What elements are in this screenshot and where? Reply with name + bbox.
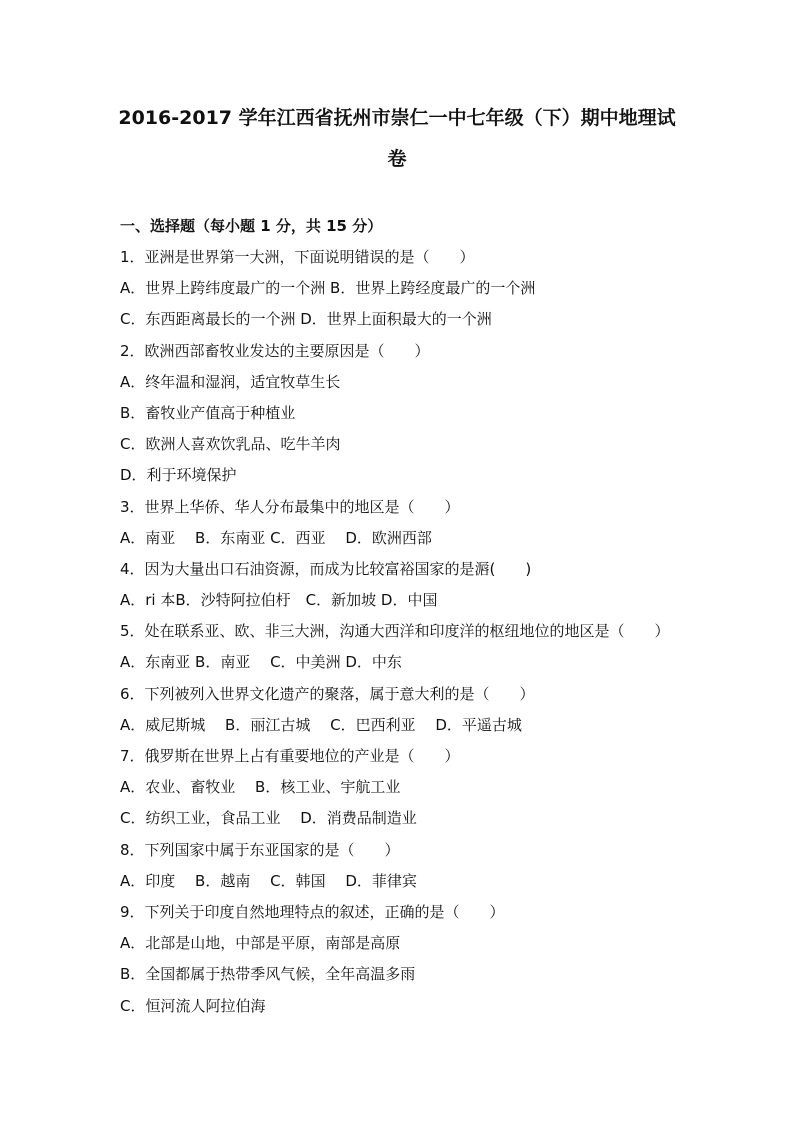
question-line: 2．欧洲西部畜牧业发达的主要原因是（ ）	[120, 341, 430, 360]
question-line: 8．下列国家中属于东亚国家的是（ ）	[120, 840, 400, 859]
question-line: A．印度 B．越南 C．韩国 D．菲律宾	[120, 871, 417, 890]
question-line: B．畜牧业产值高于种植业	[120, 403, 296, 422]
question-line: A．威尼斯城 B．丽江古城 C．巴西利亚 D．平遥古城	[120, 715, 522, 734]
question-line: A．农业、畜牧业 B．核工业、宇航工业	[120, 778, 401, 797]
question-line: D．利于环境保护	[120, 466, 237, 485]
question-line: A．世界上跨纬度最广的一个洲 B．世界上跨经度最广的一个洲	[120, 279, 536, 298]
question-line: C．东西距离最长的一个洲 D．世界上面积最大的一个洲	[120, 310, 492, 329]
question-line: B．全国都属于热带季风气候，全年高温多雨	[120, 965, 416, 984]
question-line: 3．世界上华侨、华人分布最集中的地区是（ ）	[120, 497, 460, 516]
question-line: 6．下列被列入世界文化遗产的聚落，属于意大利的是（ ）	[120, 684, 535, 703]
question-line: C．恒河流人阿拉伯海	[120, 996, 266, 1015]
question-line: 4．因为大量出口石油资源，而成为比较富裕国家的是滣( )	[120, 559, 532, 578]
question-line: A．东南亚 B．南亚 C．中美洲 D．中东	[120, 653, 402, 672]
question-line: A．ri 本B．沙特阿拉伯杅 C．新加坡 D．中国	[120, 591, 438, 610]
question-list	[120, 247, 720, 1027]
question-line: A．终年温和湿润，适宜牧草生长	[120, 372, 341, 391]
question-line: 9．下列关于印度自然地理特点的叙述，正确的是（ ）	[120, 902, 505, 921]
question-line: 5．处在联系亚、欧、非三大洲，沟通大西洋和印度洋的枢纽地位的地区是（ ）	[120, 622, 670, 641]
question-line: C．欧洲人喜欢饮乳品、吃牛羊肉	[120, 435, 341, 454]
document-title-line-1: 2016-2017 学年江西省抚州市崇仁一中七年级（下）期中地理试	[118, 107, 676, 129]
question-line: A．南亚 B．东南亚 C．西亚 D．欧洲西部	[120, 528, 432, 547]
document-title-line-2: 卷	[387, 148, 407, 170]
question-line: 1．亚洲是世界第一大洲，下面说明错误的是（ ）	[120, 248, 475, 266]
question-line: C．纺织工业，食品工业 D．消费品制造业	[120, 809, 417, 828]
question-line: 7．俄罗斯在世界上占有重要地位的产业是（ ）	[120, 747, 460, 765]
question-line: A．北部是山地，中部是平原，南部是高原	[120, 934, 401, 953]
section-heading: 一、选择题（每小题 1 分，共 15 分）	[120, 217, 383, 235]
